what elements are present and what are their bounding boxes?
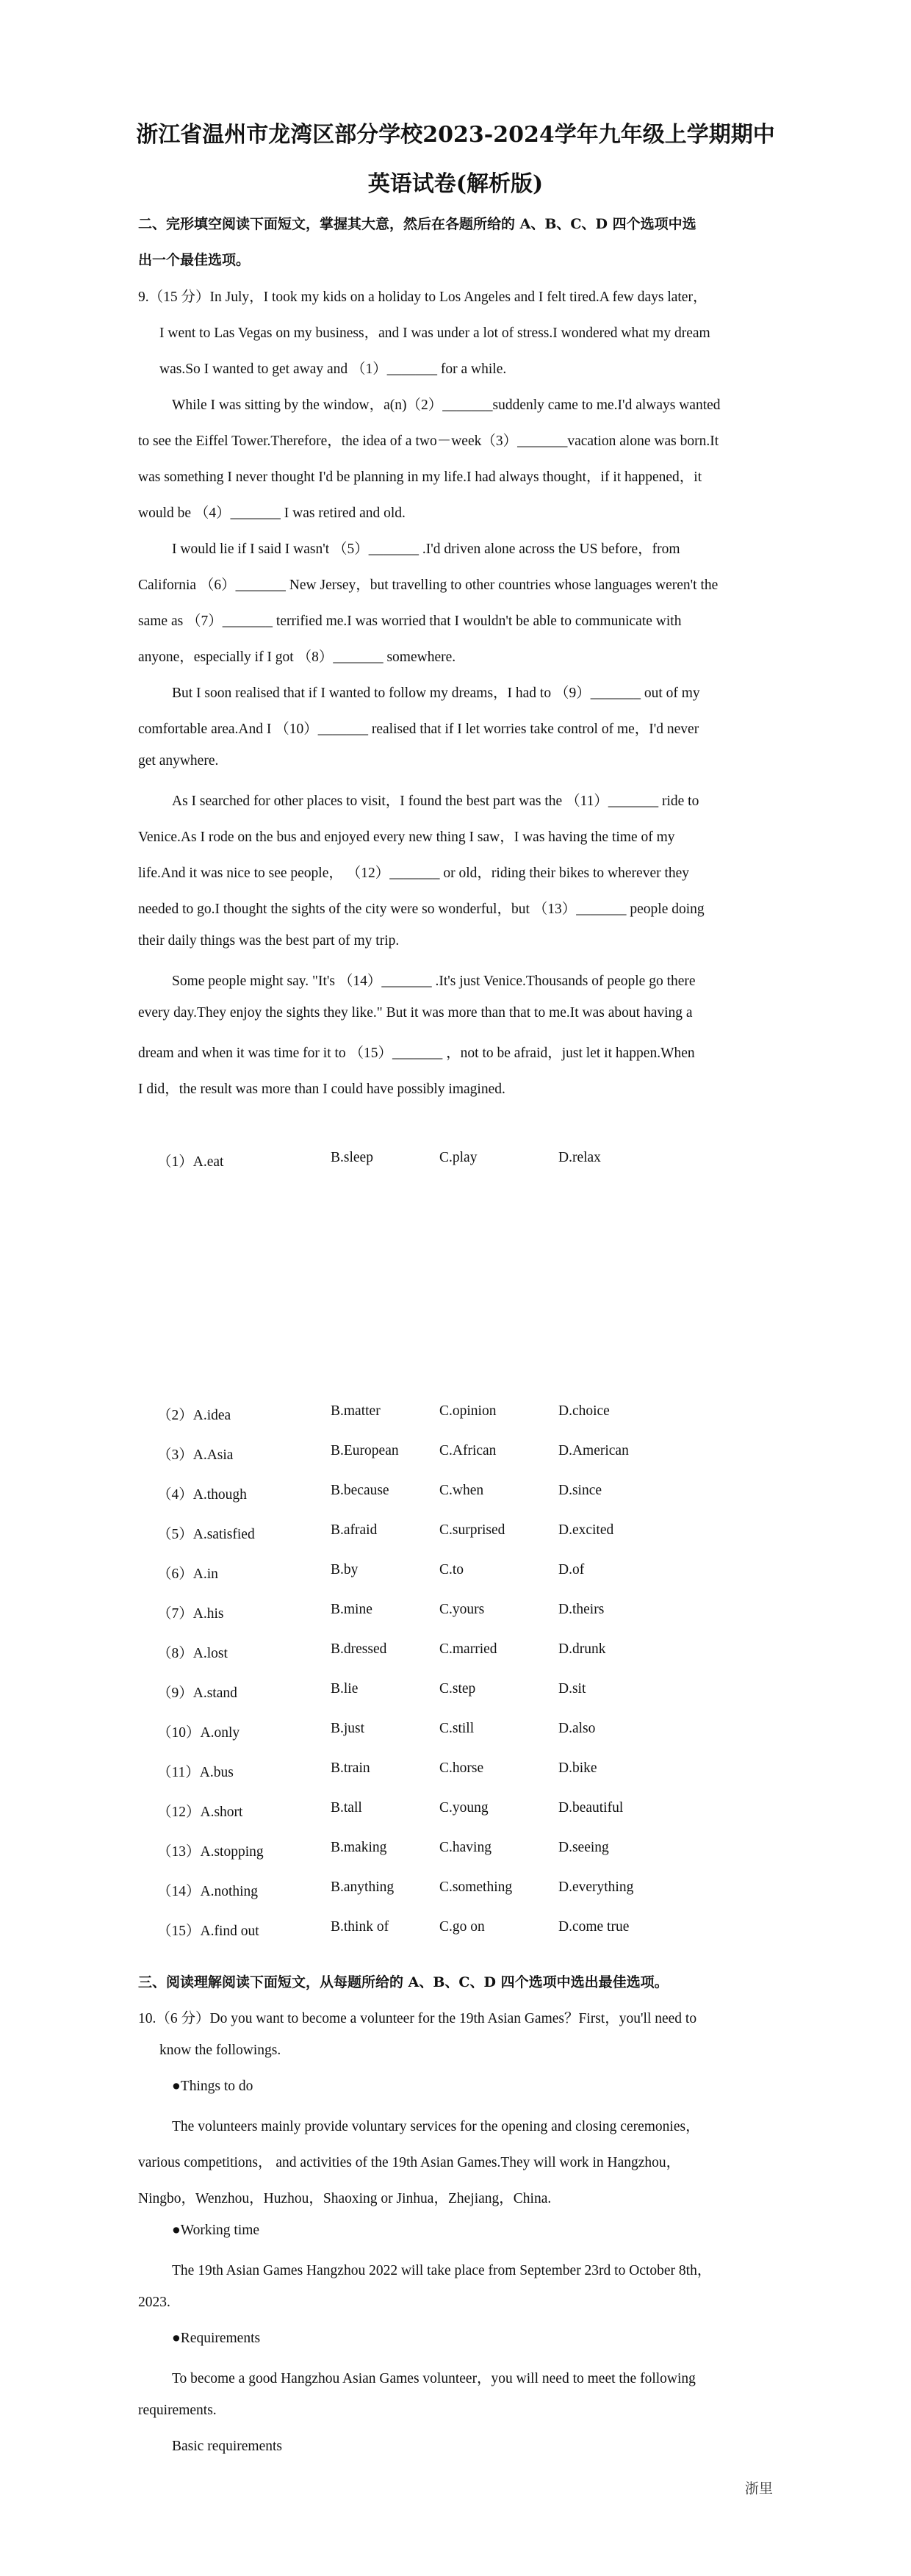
passage-line: California （6）_______ New Jersey，but travelling to other countries whose languages weren't the xyxy=(138,578,719,593)
passage-line: 10.（6 分）Do you want to become a volunteer for the 19th Asian Games？First，you'll need to xyxy=(138,2011,697,2026)
page-title: 浙江省温州市龙湾区部分学校2023-2024学年九年级上学期期中 xyxy=(136,122,775,148)
option-6-C: C.to xyxy=(439,1562,464,1577)
option-15-C: C.go on xyxy=(439,1919,485,1935)
passage-line: I did，the result was more than I could have possibly imagined. xyxy=(138,1082,505,1097)
option-12-C: C.young xyxy=(439,1800,489,1816)
passage-line: get anywhere. xyxy=(138,753,219,769)
passage-line: The volunteers mainly provide voluntary services for the opening and closing ceremonies， xyxy=(172,2119,700,2134)
passage-line: every day.They enjoy the sights they like." But it was more than that to me.It was about having a xyxy=(138,1005,693,1021)
option-8-C: C.married xyxy=(439,1641,497,1657)
passage-line: know the followings. xyxy=(159,2043,281,2058)
option-14-B: B.anything xyxy=(331,1879,395,1895)
passage-line: would be （4）_______ I was retired and old. xyxy=(138,506,406,521)
passage-line: I would lie if I said I wasn't （5）_______ .I'd driven alone across the US before，from xyxy=(172,542,680,557)
option-10-B: B.just xyxy=(331,1721,365,1736)
option-5-B: B.afraid xyxy=(331,1522,378,1538)
option-9-C: C.step xyxy=(439,1681,476,1697)
option-8-A: （8）A.lost xyxy=(157,1646,228,1661)
option-15-B: B.think of xyxy=(331,1919,389,1935)
passage-line: While I was sitting by the window，a(n)（2）_______suddenly came to me.I'd always wanted xyxy=(172,397,721,413)
option-3-B: B.European xyxy=(331,1443,399,1458)
option-2-C: C.opinion xyxy=(439,1403,497,1419)
option-9-D: D.sit xyxy=(558,1681,586,1697)
option-14-D: D.everything xyxy=(558,1879,634,1895)
option-13-C: C.having xyxy=(439,1840,491,1855)
passage-line: was something I never thought I'd be planning in my life.I had always thought，if it happened，it xyxy=(138,469,702,485)
passage-line: same as （7）_______ terrified me.I was worried that I wouldn't be able to communicate with xyxy=(138,614,682,629)
option-15-A: （15）A.find out xyxy=(157,1924,259,1939)
passage-line: The 19th Asian Games Hangzhou 2022 will take place from September 23rd to October 8th， xyxy=(172,2263,712,2278)
passage-line: Basic requirements xyxy=(172,2439,282,2454)
option-7-A: （7）A.his xyxy=(157,1606,224,1622)
section2-heading: 二、完形填空阅读下面短文，掌握其大意，然后在各题所给的 A、B、C、D 四个选项中选 xyxy=(138,216,696,232)
option-6-B: B.by xyxy=(331,1562,359,1577)
passage-line: 2023. xyxy=(138,2295,170,2310)
passage-line: various competitions， and activities of the 19th Asian Games.They will work in Hangzhou， xyxy=(138,2155,681,2170)
option-13-B: B.making xyxy=(331,1840,387,1855)
passage-line: I went to Las Vegas on my business，and I was under a lot of stress.I wondered what my dream xyxy=(159,325,710,341)
option-4-C: C.when xyxy=(439,1483,484,1498)
passage-line: requirements. xyxy=(138,2403,217,2418)
passage-line: Venice.As I rode on the bus and enjoyed every new thing I saw，I was having the time of my xyxy=(138,830,675,845)
option-6-A: （6）A.in xyxy=(157,1566,218,1582)
passage-line: to see the Eiffel Tower.Therefore，the idea of a two－week（3）_______vacation alone was born.It xyxy=(138,433,719,449)
option-12-D: D.beautiful xyxy=(558,1800,624,1816)
option-11-B: B.train xyxy=(331,1760,370,1776)
bullet-heading: ●Things to do xyxy=(172,2079,253,2094)
option-6-D: D.of xyxy=(558,1562,585,1577)
passage-line: their daily things was the best part of my trip. xyxy=(138,933,400,949)
option-8-D: D.drunk xyxy=(558,1641,606,1657)
option-7-B: B.mine xyxy=(331,1602,372,1617)
option-11-C: C.horse xyxy=(439,1760,484,1776)
option-1-B: B.sleep xyxy=(331,1150,373,1165)
option-1-A: （1）A.eat xyxy=(157,1154,224,1170)
passage-line: was.So I wanted to get away and （1）_______ for a while. xyxy=(159,361,507,377)
passage-line: dream and when it was time for it to （15）_______ ，not to be afraid，just let it happen.When xyxy=(138,1046,695,1061)
option-3-D: D.American xyxy=(558,1443,629,1458)
bullet-heading: ●Working time xyxy=(172,2223,260,2238)
option-1-D: D.relax xyxy=(558,1150,601,1165)
option-8-B: B.dressed xyxy=(331,1641,387,1657)
option-11-D: D.bike xyxy=(558,1760,597,1776)
footer-mark: 浙里 xyxy=(745,2480,774,2497)
option-4-B: B.because xyxy=(331,1483,389,1498)
option-5-A: （5）A.satisfied xyxy=(157,1527,255,1542)
option-12-B: B.tall xyxy=(331,1800,362,1816)
option-9-A: （9）A.stand xyxy=(157,1685,237,1701)
option-4-D: D.since xyxy=(558,1483,602,1498)
option-2-B: B.matter xyxy=(331,1403,381,1419)
option-5-C: C.surprised xyxy=(439,1522,505,1538)
option-13-A: （13）A.stopping xyxy=(157,1844,264,1860)
section2-heading-cont: 出一个最佳选项。 xyxy=(138,252,251,268)
option-9-B: B.lie xyxy=(331,1681,359,1697)
option-4-A: （4）A.though xyxy=(157,1487,247,1503)
option-14-A: （14）A.nothing xyxy=(157,1884,259,1899)
option-1-C: C.play xyxy=(439,1150,478,1165)
bullet-heading: ●Requirements xyxy=(172,2331,261,2346)
option-13-D: D.seeing xyxy=(558,1840,609,1855)
passage-line: anyone，especially if I got （8）_______ somewhere. xyxy=(138,650,456,665)
option-11-A: （11）A.bus xyxy=(157,1765,234,1780)
passage-line: comfortable area.And I （10）_______ realised that if I let worries take control of me，I'd never xyxy=(138,722,699,737)
option-12-A: （12）A.short xyxy=(157,1805,243,1820)
passage-line: Ningbo，Wenzhou，Huzhou，Shaoxing or Jinhua，Zhejiang，China. xyxy=(138,2191,552,2206)
option-3-C: C.African xyxy=(439,1443,497,1458)
option-3-A: （3）A.Asia xyxy=(157,1447,234,1463)
passage-line: 9.（15 分）In July，I took my kids on a holiday to Los Angeles and I felt tired.A few days later， xyxy=(138,289,707,305)
passage-line: Some people might say. "It's （14）_______ .It's just Venice.Thousands of people go there xyxy=(172,974,696,989)
option-7-C: C.yours xyxy=(439,1602,485,1617)
passage-line: As I searched for other places to visit，I found the best part was the （11）_______ ride to xyxy=(172,794,699,809)
page-subtitle: 英语试卷(解析版) xyxy=(367,171,544,197)
option-7-D: D.theirs xyxy=(558,1602,605,1617)
passage-line: But I soon realised that if I wanted to follow my dreams，I had to （9）_______ out of my xyxy=(172,686,700,701)
option-2-D: D.choice xyxy=(558,1403,610,1419)
passage-line: needed to go.I thought the sights of the city were so wonderful，but （13）_______ people doing xyxy=(138,902,705,917)
option-15-D: D.come true xyxy=(558,1919,630,1935)
section3-heading: 三、阅读理解阅读下面短文，从每题所给的 A、B、C、D 四个选项中选出最佳选项。 xyxy=(138,1974,669,1990)
option-10-D: D.also xyxy=(558,1721,596,1736)
option-5-D: D.excited xyxy=(558,1522,614,1538)
option-2-A: （2）A.idea xyxy=(157,1408,231,1423)
option-14-C: C.something xyxy=(439,1879,513,1895)
passage-line: life.And it was nice to see people， （12）_______ or old，riding their bikes to wherever they xyxy=(138,866,690,881)
option-10-C: C.still xyxy=(439,1721,475,1736)
option-10-A: （10）A.only xyxy=(157,1725,240,1741)
passage-line: To become a good Hangzhou Asian Games volunteer，you will need to meet the following xyxy=(172,2371,696,2386)
